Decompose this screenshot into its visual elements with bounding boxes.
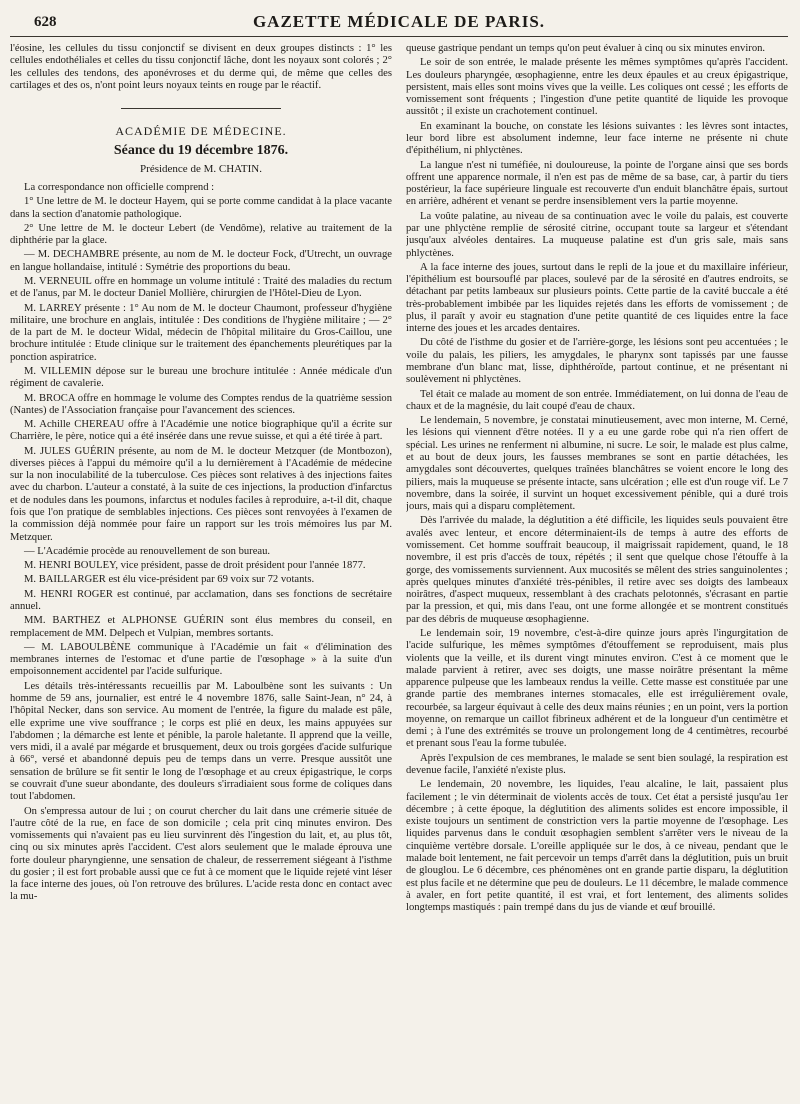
paragraph: 1° Une lettre de M. le docteur Hayem, qui se porte comme candidat à la place vacante dans la section d'anatomie pathologique. [10, 196, 392, 220]
paragraph: Tel était ce malade au moment de son entrée. Immédiatement, on lui donna de l'eau de chaux et de la magnésie, du lait coupé d'eau de chaux. [406, 388, 788, 412]
paragraph: En examinant la bouche, on constate les lésions suivantes : les lèvres sont intactes, leur bord libre est absolument indemne, leur face interne ne présente ni chute d'épithélium, ni phlyctènes. [406, 120, 788, 157]
paragraph: Le lendemain, 5 novembre, je constatai minutieusement, avec mon interne, M. Cerné, les lésions qui viennent d'être notées. Il y a eu une garde robe qui n'a rien offert de spécial. Les urines ne renferment ni albumine, ni sucre. Le soir, le malade est plus calme, et au bout de deux jours, les fausses membranes se sont en partie détachées, les amygdales sont découvertes, quelques traînées blanchâtres se voient encore le long des piliers, mais la muqueuse se présente intacte, sans ulcération ; elle est d'un rouge vif. Le 7 novembre, dans la soirée, il survint un hoquet excessivement pénible, qui a duré trois jours, mais qui a disparu complètement. [406, 415, 788, 513]
presidence-line: Présidence de M. CHATIN. [140, 163, 262, 176]
paragraph: Dès l'arrivée du malade, la déglutition a été difficile, les liquides seuls pouvaient être avalés avec lenteur, et encore déterminaient-ils de temps à autre des efforts de vomissement. Cet homme souffrait beaucoup, il maigrissait rapidement, quand, le 18 novembre, il est pris d'accès de toux, répétés ; il sent que quelque chose l'étouffe à la gorge, des vomissements surviennent. Aux mucosités se mêlent des stries sanguinolentes ; après quelques minutes d'anxiété très-pénibles, il retire avec ses doigts des lambeaux noirâtres, d'aspect muqueux, ressemblant à des crachats pelotonnés, s'écrasant en partie par la pression, et qui, mis dans l'eau, ont une forme allongée et se montrent constitués par des débris de muqueuse œsophagienne. [406, 515, 788, 625]
paragraph: M. LARREY présente : 1° Au nom de M. le docteur Chaumont, professeur d'hygiène militaire, une brochure en anglais, intitulée : Des conditions de l'hygiène militaire ; — 2° de la part de M. le docteur Widal, médecin de l'hôpital militaire du Gros-Caillou, une brochure intitulée : Etude clinique sur le traitement des épanchements pleurétiques par la ponction aspiratrice. [10, 302, 392, 363]
journal-title: GAZETTE MÉDICALE DE PARIS. [252, 12, 546, 31]
paragraph: — M. DECHAMBRE présente, au nom de M. le docteur Fock, d'Utrecht, un ouvrage en langue hollandaise, intitulé : Symétrie des proportions du beau. [10, 249, 392, 273]
paragraph: MM. BARTHEZ et ALPHONSE GUÉRIN sont élus membres du conseil, en remplacement de MM. Delpech et Vulpian, membres sortants. [10, 615, 392, 639]
paragraph: Le lendemain, 20 novembre, les liquides, l'eau alcaline, le lait, passaient plus facilement ; le vin déterminait de violents accès de toux. Cet état a persisté jusqu'au 1er décembre ; à cette époque, la déglutition des aliments solides est encore impossible, il existe toujours un sentiment de constriction vers la partie moyenne de l'œsophage. Les liquides parvenus dans le conduit œsophagien semblent s'arrêter vers le niveau de la cinquième vertèbre dorsale. L'oreille appliquée sur le dos, à ce niveau, pendant que le malade boit lentement, ne fait percevoir un temps d'arrêt dans la déglutition, puis un bruit de glouglou. Le 6 décembre, ces phénomènes ont en grande partie disparu, la déglutition est plus facile et ne détermine que peu de douleurs. Le 11 décembre, le malade commence à avaler, en fort petite quantité, il est vrai, et fort lentement, des aliments solides longtemps mastiqués : pain trempé dans du jus de viande et œuf brouillé. [406, 779, 788, 914]
paragraph: queuse gastrique pendant un temps qu'on peut évaluer à cinq ou six minutes environ. [406, 43, 766, 54]
page-number: 628 [34, 14, 57, 30]
intro-paragraph: l'éosine, les cellules du tissu conjonctif se divisent en deux groupes distincts : 1° les cellules endothéliales et celles du tissu conjonctif lâche, dont les noyaux sont colorés ; 2° les cellules des tendons, des aponévroses et du derme qui, de même que celles des cartilages et des os, n'ont point leurs noyaux teints en rouge par le réactif. [10, 43, 392, 91]
paragraph: La langue n'est ni tuméfiée, ni douloureuse, la pointe de l'organe ainsi que ses bords offrent une apparence normale, il n'en est pas de même de sa base, car, à partir du tiers postérieur, la face supérieure linguale est recouverte d'un enduit blanchâtre épais, surtout en arrière, adhérent et venant se perdre insensiblement vers la partie moyenne. [406, 159, 788, 208]
paragraph: Après l'expulsion de ces membranes, le malade se sent bien soulagé, la respiration est devenue facile, l'anxiété n'existe plus. [406, 752, 788, 777]
left-column [10, 43, 392, 1101]
right-column [406, 43, 788, 1101]
left-body [10, 182, 392, 904]
paragraph: A la face interne des joues, surtout dans le repli de la joue et du maxillaire inférieur, l'épithélium est boursouflé par places, soulevé par de la sérosité en d'autres endroits, se détachant par petits lambeaux sur plusieurs points. Cette partie de la cavité buccale a été très-probablement imbibée par les liquides rejetés dans les efforts de vomissement ; de plus, il paraît y avoir eu stagnation d'une petite quantité de ces liquides entre la face interne des joues et les arcades dentaires. [406, 261, 788, 335]
paragraph: Les détails très-intéressants recueillis par M. Laboulbène sont les suivants : Un homme de 59 ans, journalier, est entré le 4 novembre 1876, salle Saint-Jean, n° 24, à l'hôpital Necker, dans son service. Au moment de l'entrée, la figure du malade est pâle, elle exprime une vive souffrance ; le corps est plié en deux, les mains appuyées sur l'abdomen ; la démarche est lente et pénible, la parole haletante. Il apprend que la veille, vers midi, il a avalé par mégarde et brusquement, deux ou trois gorgées d'acide sulfurique à 66°, versé et abandonné depuis peu de temps dans un verre. Presque aussitôt une sensation de brûlure se fit sentir le long de l'œsophage et au creux épigastrique, le corps se couvrait d'une sueur abondante, des douleurs s'irradiaient sous forme de coliques dans tout l'abdomen. [10, 680, 392, 803]
paragraph: M. HENRI BOULEY, vice président, passe de droit président pour l'année 1877. [24, 560, 366, 572]
section-title: ACADÉMIE DE MÉDECINE. [115, 124, 287, 139]
paragraph: — L'Académie procède au renouvellement de son bureau. [24, 545, 271, 557]
paragraph: 2° Une lettre de M. le docteur Lebert (de Vendôme), relative au traitement de la diphthérie par la glace. [10, 222, 392, 247]
paragraph: Du côté de l'isthme du gosier et de l'arrière-gorge, les lésions sont peu accentuées ; le voile du palais, les piliers, les amygdales, le pharynx sont tapissés par une fausse membrane d'un blanc mat, lisse, diphthéroïde, partout continue, et ne présentant ni soulèvement ni phlyctènes. [406, 337, 788, 386]
columns [10, 43, 788, 1101]
paragraph: La voûte palatine, au niveau de sa continuation avec le voile du palais, est couverte par une phlyctène remplie de sérosité citrine, occupant toute sa largeur et s'étendant jusqu'aux alvéoles dentaires. La muqueuse palatine est d'un gris sale, mais sans phlyctènes. [406, 210, 788, 259]
paragraph: Le soir de son entrée, le malade présente les mêmes symptômes qu'après l'accident. Les douleurs pharyngée, œsophagienne, entre les deux épaules et au creux épigastrique, persistent, mais elles sont moins vives que la veille. Les coliques ont cessé ; les efforts de vomissement sont fréquents ; l'ingestion d'une petite quantité de liquide les provoque aussitôt ; il existe un crachotement continuel. [406, 57, 788, 118]
paragraph: M. BAILLARGER est élu vice-président par 69 voix sur 72 votants. [24, 574, 315, 586]
page-header [10, 8, 788, 37]
paragraph: Le lendemain soir, 19 novembre, c'est-à-dire quinze jours après l'ingurgitation de l'acide sulfurique, les mêmes symptômes d'étouffement se reproduisent, mais plus violents que la veille, et ils durent vingt minutes environ. C'est à ce moment que le malade parvient à retirer, avec ses doigts, une masse noirâtre présentant la même apparence pulpeuse que les lambeaux rendus la veille. Cette masse est constituée par une grande partie des membranes internes stomacales, elle est irrégulièrement ovale, recourbée, sa largeur équivaut à celle des deux mains réunies ; en un point, vers la portion moyenne, on remarque un caillot fibrineux adhérent et de la longueur d'un centimètre et demi ; à l'une des extrémités se trouve un prolongement long de 4 centimètres, recourbé et prenant sous l'eau la forme tubulée. [406, 627, 788, 750]
paragraph: M. VILLEMIN dépose sur le bureau une brochure intitulée : Année médicale d'un régiment de cavalerie. [10, 365, 392, 390]
seance-heading: Séance du 19 décembre 1876. [113, 143, 289, 159]
paragraph: M. Achille CHEREAU offre à l'Académie une notice biographique qu'il a écrite sur Charrière, le père, notice qui a été insérée dans une revue suisse, et qui a été tirée à part. [10, 419, 392, 443]
paragraph: M. HENRI ROGER est continué, par acclamation, dans ses fonctions de secrétaire annuel. [10, 588, 392, 613]
paragraph: On s'empressa autour de lui ; on courut chercher du lait dans une crémerie située de l'autre côté de la rue, en face de son domicile ; cela prit cinq minutes environ. Des vomissements qui n'avaient pas eu lieu survinrent dès l'ingestion du lait, et, au plus tôt, cinq ou six minutes après l'accident. C'est alors seulement que le malade éprouva une forte douleur pharyngienne, une sensation de chaleur, de resserrement siégeant à l'isthme du gosier ; il est fort probable aussi que ce fut à ce moment que le liquide rejeté vint léser la face interne des joues, où l'on retrouve des brûlures. L'acide resta donc en contact avec la mu- [10, 805, 392, 903]
paragraph: M. BROCA offre en hommage le volume des Comptes rendus de la quatrième session (Nantes) de l'Association française pour l'avancement des sciences. [10, 392, 392, 416]
paragraph: — M. LABOULBÈNE communique à l'Académie un fait « d'élimination des membranes internes de l'estomac et d'une partie de l'œsophage » à la suite d'un empoisonnement accidentel par l'acide sulfurique. [10, 641, 392, 678]
paragraph: La correspondance non officielle comprend : [24, 182, 215, 194]
paragraph: M. VERNEUIL offre en hommage un volume intitulé : Traité des maladies du rectum et de l'anus, par M. le docteur Daniel Mollière, chirurgien de l'Hôtel-Dieu de Lyon. [10, 275, 392, 300]
section-divider [121, 108, 281, 109]
right-body [406, 43, 788, 914]
paragraph: M. JULES GUÉRIN présente, au nom de M. le docteur Metzquer (de Montbozon), diverses pièces à l'appui du mémoire qu'il a lu dernièrement à l'Académie de médecine sur la non inoculabilité de la tuberculose. Ces pièces sont relatives à des injections faites avec du charbon. L'auteur a constaté, à la suite de ces injections, la production d'infarctus et de nodules dans les poumons, infarctus et nodules faciles à reproduire, a-t-il dit, chaque fois que l'on pratique de semblables injections. Ces pièces sont renvoyées à l'examen de la commission déjà nommée pour faire un rapport sur les trois mémoires lus par M. Metzquer. [10, 445, 392, 543]
